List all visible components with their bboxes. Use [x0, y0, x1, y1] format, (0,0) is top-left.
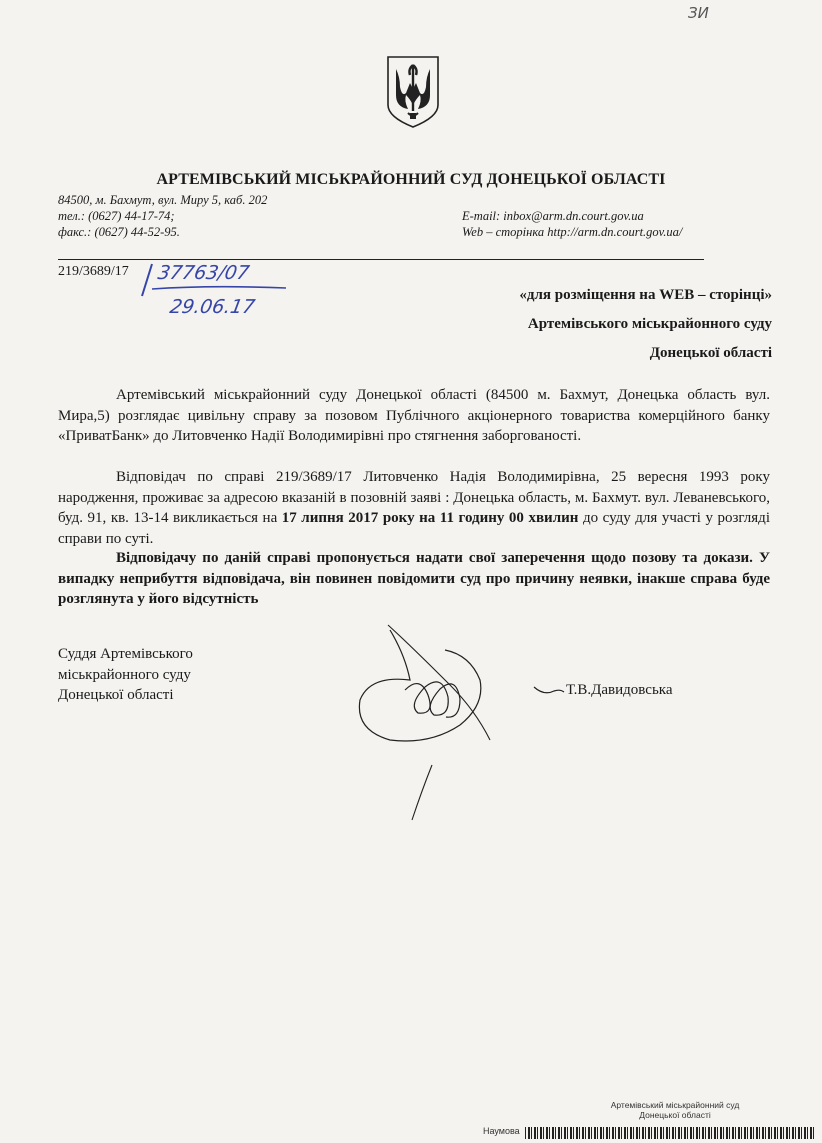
paragraph-2-text-start: Відповідач по справі 219/3689/17 Литовченко Надія Володимирівна, 25 вересня 1993 року народження, проживає за адресою вказаній в позовній заяві : Донецька область, м. Бахмут. вул. Леваневського, буд. 91, кв. 13-14 викликається на	[58, 469, 770, 526]
judge-title-line-2: міськрайонного суду	[58, 666, 191, 683]
body-paragraph-3	[58, 548, 770, 610]
stamp-court-line-1: Артемівський міськрайонний суд	[610, 1100, 740, 1110]
paragraph-3-bold-notice: Відповідачу по даній справі пропонується надати свої заперечення щодо позову та докази. У випадку неприбуття відповідача, він повинен повідомити суд про причину неявки, інакше справа буде розглянута у його відсутність	[58, 550, 770, 607]
addressee-line-3: Донецької області	[649, 345, 772, 361]
judge-title-line-1: Суддя Артемівського	[58, 646, 193, 662]
header-divider	[58, 259, 704, 260]
handwritten-incoming-date: 29.06.17	[168, 296, 257, 318]
case-registration-number: 219/3689/17	[58, 264, 129, 279]
stamp-clerk-label: Наумова	[483, 1126, 520, 1136]
paragraph-1-text: Артемівський міськрайонний суду Донецької області (84500 м. Бахмут, Донецька область вул. Мира,5) розглядає цивільну справу за позовом Публічного акціонерного товариства комерційного банку «ПриватБанк» до Литовченко Надії Володимирівні про стягнення заборгованості.	[58, 387, 770, 444]
body-paragraph-2	[58, 467, 770, 549]
hearing-date-time: 17 липня 2017 року на 11 годину 00 хвилин	[281, 510, 579, 526]
court-name-heading: АРТЕМІВСЬКИЙ МІСЬКРАЙОННИЙ СУД ДОНЕЦЬКОЇ ОБЛАСТІ	[156, 171, 666, 188]
trident-emblem-icon	[386, 55, 440, 129]
handwritten-signature	[350, 615, 510, 830]
addressee-line-2: Артемівського міськрайонного суду	[527, 316, 772, 332]
body-paragraph-1	[58, 385, 770, 447]
receipt-stamp	[480, 1100, 810, 1120]
stamp-court-line-2: Донецької області	[639, 1110, 711, 1120]
court-email: E-mail: inbox@arm.dn.court.gov.ua	[462, 209, 644, 223]
document-barcode	[525, 1127, 815, 1139]
court-website: Web – сторінка http://arm.dn.court.gov.ua/	[462, 225, 683, 239]
signature-dash-mark	[532, 684, 566, 698]
court-phone: тел.: (0627) 44-17-74;	[58, 209, 175, 223]
handwritten-corner-note: ЗИ	[688, 4, 709, 22]
addressee-line-1: «для розміщення на WEB – сторінці»	[519, 287, 772, 303]
judge-title-block	[58, 644, 193, 706]
court-address: 84500, м. Бахмут, вул. Миру 5, каб. 202	[58, 193, 268, 207]
judge-name: Т.В.Давидовська	[566, 682, 673, 698]
judge-title-line-3: Донецької області	[58, 687, 174, 703]
handwritten-underline	[150, 284, 290, 292]
handwritten-slash-mark	[138, 262, 156, 298]
paragraph-2-text-end: до суду для участі у розгляді справи по суті.	[58, 510, 770, 547]
court-fax: факс.: (0627) 44-52-95.	[58, 225, 180, 239]
handwritten-incoming-number: 37763/07	[156, 262, 251, 284]
